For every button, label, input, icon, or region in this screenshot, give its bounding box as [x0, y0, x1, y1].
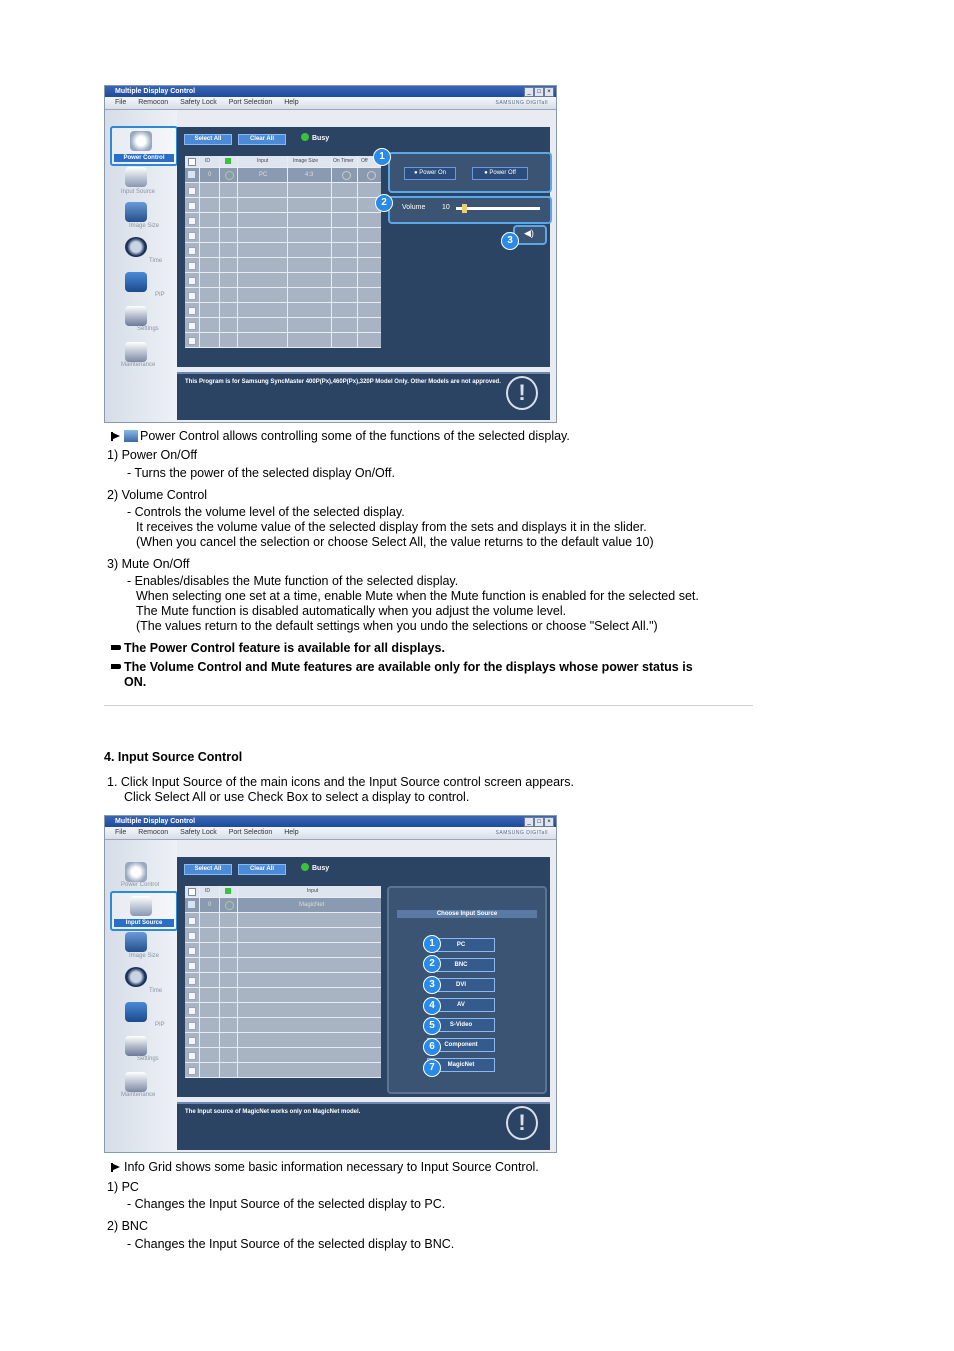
sidebar [105, 840, 177, 1152]
intro-text: Power Control allows controlling some of the functions of the selected display. [140, 429, 570, 443]
row-checkbox[interactable] [188, 992, 196, 1000]
row-id: 0 [208, 902, 212, 908]
sidebar-item-image-size[interactable]: Image Size [129, 223, 160, 229]
grid-divider [219, 886, 220, 1078]
pc-desc: - Changes the Input Source of the selected display to PC. [127, 1197, 446, 1211]
sidebar-item-label: Input Source [114, 919, 174, 927]
power-control-icon [130, 131, 152, 151]
info-grid-text: Info Grid shows some basic information necessary to Input Source Control. [124, 1160, 539, 1174]
menu-remocon[interactable]: Remocon [138, 829, 169, 836]
info-grid [185, 156, 381, 348]
table-row[interactable] [185, 258, 381, 273]
info-message: The Input source of MagicNet works only on MagicNet model. [185, 1109, 361, 1115]
row-checkbox[interactable] [188, 322, 196, 330]
volume-value: 10 [442, 204, 450, 211]
brand-logo: SAMSUNG DIGITall [495, 100, 548, 106]
power-off-button[interactable]: ● Power Off [472, 167, 528, 180]
table-row[interactable] [185, 973, 381, 988]
grid-header [185, 156, 381, 168]
power-panel [388, 152, 552, 193]
row-checkbox[interactable] [188, 277, 196, 285]
grid-header [185, 886, 381, 898]
menu-safety-lock[interactable]: Safety Lock [180, 99, 217, 106]
table-row[interactable] [185, 318, 381, 333]
table-row[interactable] [185, 913, 381, 928]
time-icon[interactable] [125, 237, 147, 257]
pip-icon[interactable] [125, 272, 147, 292]
callout-3: 3 [501, 232, 519, 250]
item1-desc: - Turns the power of the selected display On/Off. [127, 466, 395, 480]
table-row[interactable] [185, 988, 381, 1003]
pip-icon[interactable] [125, 1002, 147, 1022]
callout-6: 6 [423, 1038, 441, 1056]
row-image-size: 4:3 [305, 172, 314, 178]
sidebar-item-power-control[interactable] [110, 126, 178, 166]
grid-divider [357, 156, 358, 348]
busy-status-icon [301, 863, 309, 871]
clear-all-button[interactable]: Clear All [238, 134, 286, 145]
power-control-small-icon [124, 430, 138, 442]
menu-port-selection[interactable]: Port Selection [228, 829, 273, 836]
source-button-av[interactable]: AV [427, 998, 495, 1012]
busy-indicator [301, 133, 329, 142]
row-checkbox[interactable] [188, 932, 196, 940]
table-row[interactable] [185, 958, 381, 973]
grid-header-id: ID [205, 158, 210, 164]
maintenance-icon[interactable] [125, 342, 147, 362]
grid-header-off-timer: Off [361, 158, 368, 164]
sidebar-item-maintenance[interactable]: Maintenance [121, 1092, 156, 1098]
input-source-panel [387, 886, 547, 1094]
menu-safety-lock[interactable]: Safety Lock [180, 829, 217, 836]
info-grid-line [111, 1160, 539, 1175]
row-checkbox[interactable] [188, 247, 196, 255]
bnc-title: 2) BNC [107, 1219, 148, 1233]
edit-icon[interactable] [188, 171, 195, 178]
info-grid [185, 886, 381, 1078]
callout-1: 1 [373, 148, 391, 166]
row-checkbox[interactable] [188, 962, 196, 970]
grid-divider [199, 886, 200, 1078]
minimize-icon[interactable]: _ [524, 87, 534, 97]
note-2 [111, 660, 693, 675]
row-checkbox[interactable] [188, 202, 196, 210]
volume-slider-handle[interactable] [462, 204, 467, 213]
table-row[interactable] [185, 1048, 381, 1063]
panel-title: Choose Input Source [436, 911, 498, 917]
grid-divider [287, 156, 288, 348]
callout-7: 7 [423, 1059, 441, 1077]
note-1-text: The Power Control feature is available for all displays. [124, 641, 445, 655]
status-header-icon [225, 158, 231, 164]
callout-4: 4 [423, 997, 441, 1015]
grid-divider [237, 156, 238, 348]
step1-line2: Click Select All or use Check Box to select a display to control. [124, 790, 470, 804]
row-checkbox[interactable] [188, 292, 196, 300]
row-checkbox[interactable] [188, 917, 196, 925]
row-checkbox[interactable] [188, 187, 196, 195]
brand-logo: SAMSUNG DIGITall [495, 830, 548, 836]
callout-3: 3 [423, 976, 441, 994]
row-checkbox[interactable] [188, 307, 196, 315]
pc-title: 1) PC [107, 1180, 139, 1194]
item1-title: 1) Power On/Off [107, 448, 198, 462]
table-row[interactable] [185, 1003, 381, 1018]
volume-slider[interactable] [456, 207, 540, 210]
maximize-icon[interactable]: □ [534, 817, 544, 827]
item2-desc1: - Controls the volume level of the selected display. [127, 505, 405, 519]
table-row[interactable] [185, 928, 381, 943]
panel-title-bar [397, 910, 537, 918]
grid-divider [199, 156, 200, 348]
section-title: 4. Input Source Control [104, 750, 243, 764]
on-timer-icon [342, 171, 351, 180]
select-all-button[interactable]: Select All [184, 864, 232, 875]
item2-title: 2) Volume Control [107, 488, 208, 502]
speaker-icon: ◀) [524, 228, 534, 238]
power-status-icon [225, 901, 234, 910]
note-bullet-icon [111, 645, 121, 650]
table-row[interactable] [185, 228, 381, 243]
sidebar-item-power-control[interactable]: Power Control [121, 882, 160, 888]
menu-help[interactable]: Help [284, 829, 299, 836]
menu-remocon[interactable]: Remocon [138, 99, 169, 106]
table-row[interactable] [185, 168, 381, 183]
power-control-icon[interactable] [125, 862, 147, 882]
callout-2: 2 [423, 955, 441, 973]
sidebar-item-time[interactable]: Time [149, 988, 163, 994]
grid-header-id: ID [205, 888, 210, 894]
busy-status-icon [301, 133, 309, 141]
sidebar-item-input-source[interactable] [110, 891, 178, 931]
source-button-magicnet[interactable]: MagicNet [427, 1058, 495, 1072]
sidebar-item-maintenance[interactable]: Maintenance [121, 362, 156, 368]
source-button-dvi[interactable]: DVI [427, 978, 495, 992]
sidebar-item-label: Power Control [114, 154, 174, 162]
sidebar-item-settings[interactable]: Settings [137, 1056, 159, 1062]
minimize-icon[interactable]: _ [524, 817, 534, 827]
menu-port-selection[interactable]: Port Selection [228, 99, 273, 106]
grid-divider [219, 156, 220, 348]
arrow-bullet-icon [111, 432, 121, 441]
off-timer-icon [367, 171, 376, 180]
item3-desc3: The Mute function is disabled automatically when you adjust the volume level. [136, 604, 567, 618]
power-on-label: Power On [419, 170, 446, 176]
select-checkbox-header[interactable] [188, 888, 196, 896]
sidebar-item-image-size[interactable]: Image Size [129, 953, 160, 959]
row-input: MagicNet [299, 902, 325, 908]
settings-icon[interactable] [125, 1036, 147, 1056]
callout-2: 2 [375, 194, 393, 212]
busy-label: Busy [312, 865, 330, 872]
table-row[interactable] [185, 183, 381, 198]
item2-desc3: (When you cancel the selection or choose Select All, the value returns to the default value 10) [136, 535, 654, 549]
info-message: This Program is for Samsung SyncMaster 400P(Px),460P(Px),320P Model Only. Other Models are not approved. [185, 379, 501, 385]
busy-indicator [301, 863, 329, 872]
grid-header-on-timer: On Timer [333, 158, 354, 164]
source-button-pc[interactable]: PC [427, 938, 495, 952]
item3-desc2: When selecting one set at a time, enable Mute when the Mute function is enabled for the selected set. [136, 589, 699, 603]
maintenance-icon[interactable] [125, 1072, 147, 1092]
note-bullet-icon [111, 664, 121, 669]
close-icon[interactable]: × [544, 87, 554, 97]
table-row[interactable] [185, 213, 381, 228]
source-button-bnc[interactable]: BNC [427, 958, 495, 972]
window-title: Multiple Display Control [105, 86, 556, 97]
callout-1: 1 [423, 935, 441, 953]
note-2-text: The Volume Control and Mute features are available only for the displays whose power status is [124, 660, 693, 674]
input-source-icon[interactable] [125, 167, 147, 187]
warning-icon: ! [506, 1106, 538, 1140]
note-2-cont: ON. [124, 675, 147, 689]
divider [104, 705, 753, 706]
row-checkbox[interactable] [188, 337, 196, 345]
input-source-screenshot [104, 815, 557, 1153]
sidebar-item-input-source[interactable]: Input Source [121, 189, 156, 195]
menu-bar [105, 827, 556, 840]
sidebar-item-pip[interactable]: PIP [155, 292, 165, 298]
sidebar [105, 110, 177, 422]
window-title: Multiple Display Control [105, 816, 556, 827]
table-row[interactable] [185, 943, 381, 958]
table-row[interactable] [185, 303, 381, 318]
source-button-s-video[interactable]: S-Video [427, 1018, 495, 1032]
row-checkbox[interactable] [188, 1067, 196, 1075]
grid-divider [331, 156, 332, 348]
busy-label: Busy [312, 135, 330, 142]
table-row[interactable] [185, 898, 381, 913]
row-input: PC [259, 172, 268, 178]
row-checkbox[interactable] [188, 262, 196, 270]
table-row[interactable] [185, 1018, 381, 1033]
intro-line [111, 429, 570, 444]
time-icon[interactable] [125, 967, 147, 987]
menu-file[interactable]: File [115, 99, 127, 106]
sidebar-item-time[interactable]: Time [149, 258, 163, 264]
edit-icon[interactable] [188, 901, 195, 908]
select-all-button[interactable]: Select All [184, 134, 232, 145]
row-id: 0 [208, 172, 212, 178]
settings-icon[interactable] [125, 306, 147, 326]
select-checkbox-header[interactable] [188, 158, 196, 166]
image-size-icon[interactable] [125, 202, 147, 222]
bnc-desc: - Changes the Input Source of the selected display to BNC. [127, 1237, 455, 1251]
grid-header-input: Input [307, 888, 319, 894]
table-row[interactable] [185, 243, 381, 258]
table-row[interactable] [185, 1033, 381, 1048]
step1-line1: 1. Click Input Source of the main icons and the Input Source control screen appears. [107, 775, 574, 789]
row-checkbox[interactable] [188, 217, 196, 225]
table-row[interactable] [185, 288, 381, 303]
power-on-button[interactable]: ● Power On [404, 167, 456, 180]
grid-divider [237, 886, 238, 1078]
power-off-label: Power Off [489, 170, 516, 176]
clear-all-button[interactable]: Clear All [238, 864, 286, 875]
row-checkbox[interactable] [188, 977, 196, 985]
item2-desc2: It receives the volume value of the selected display from the sets and displays it in the slider. [136, 520, 647, 534]
close-icon[interactable]: × [544, 817, 554, 827]
row-checkbox[interactable] [188, 1007, 196, 1015]
row-checkbox[interactable] [188, 232, 196, 240]
note-1 [111, 641, 445, 656]
row-checkbox[interactable] [188, 1037, 196, 1045]
power-control-screenshot [104, 85, 557, 423]
menu-bar [105, 97, 556, 110]
callout-5: 5 [423, 1017, 441, 1035]
menu-file[interactable]: File [115, 829, 127, 836]
table-row[interactable] [185, 1063, 381, 1078]
table-row[interactable] [185, 333, 381, 348]
volume-label: Volume [402, 204, 426, 211]
arrow-bullet-icon [111, 1163, 121, 1172]
power-status-icon [225, 171, 234, 180]
image-size-icon[interactable] [125, 932, 147, 952]
maximize-icon[interactable]: □ [534, 87, 544, 97]
menu-help[interactable]: Help [284, 99, 299, 106]
source-button-component[interactable]: Component [427, 1038, 495, 1052]
item3-desc1: - Enables/disables the Mute function of the selected display. [127, 574, 459, 588]
row-checkbox[interactable] [188, 1022, 196, 1030]
table-row[interactable] [185, 198, 381, 213]
item3-desc4: (The values return to the default settings when you undo the selections or choose "Select All.") [136, 619, 658, 633]
sidebar-item-pip[interactable]: PIP [155, 1022, 165, 1028]
grid-header-image-size: Image Size [293, 158, 319, 164]
grid-header-input: Input [257, 158, 269, 164]
input-source-icon [130, 896, 152, 916]
row-checkbox[interactable] [188, 1052, 196, 1060]
warning-icon: ! [506, 376, 538, 410]
table-row[interactable] [185, 273, 381, 288]
status-header-icon [225, 888, 231, 894]
row-checkbox[interactable] [188, 947, 196, 955]
volume-panel [388, 196, 552, 224]
sidebar-item-settings[interactable]: Settings [137, 326, 159, 332]
item3-title: 3) Mute On/Off [107, 557, 190, 571]
